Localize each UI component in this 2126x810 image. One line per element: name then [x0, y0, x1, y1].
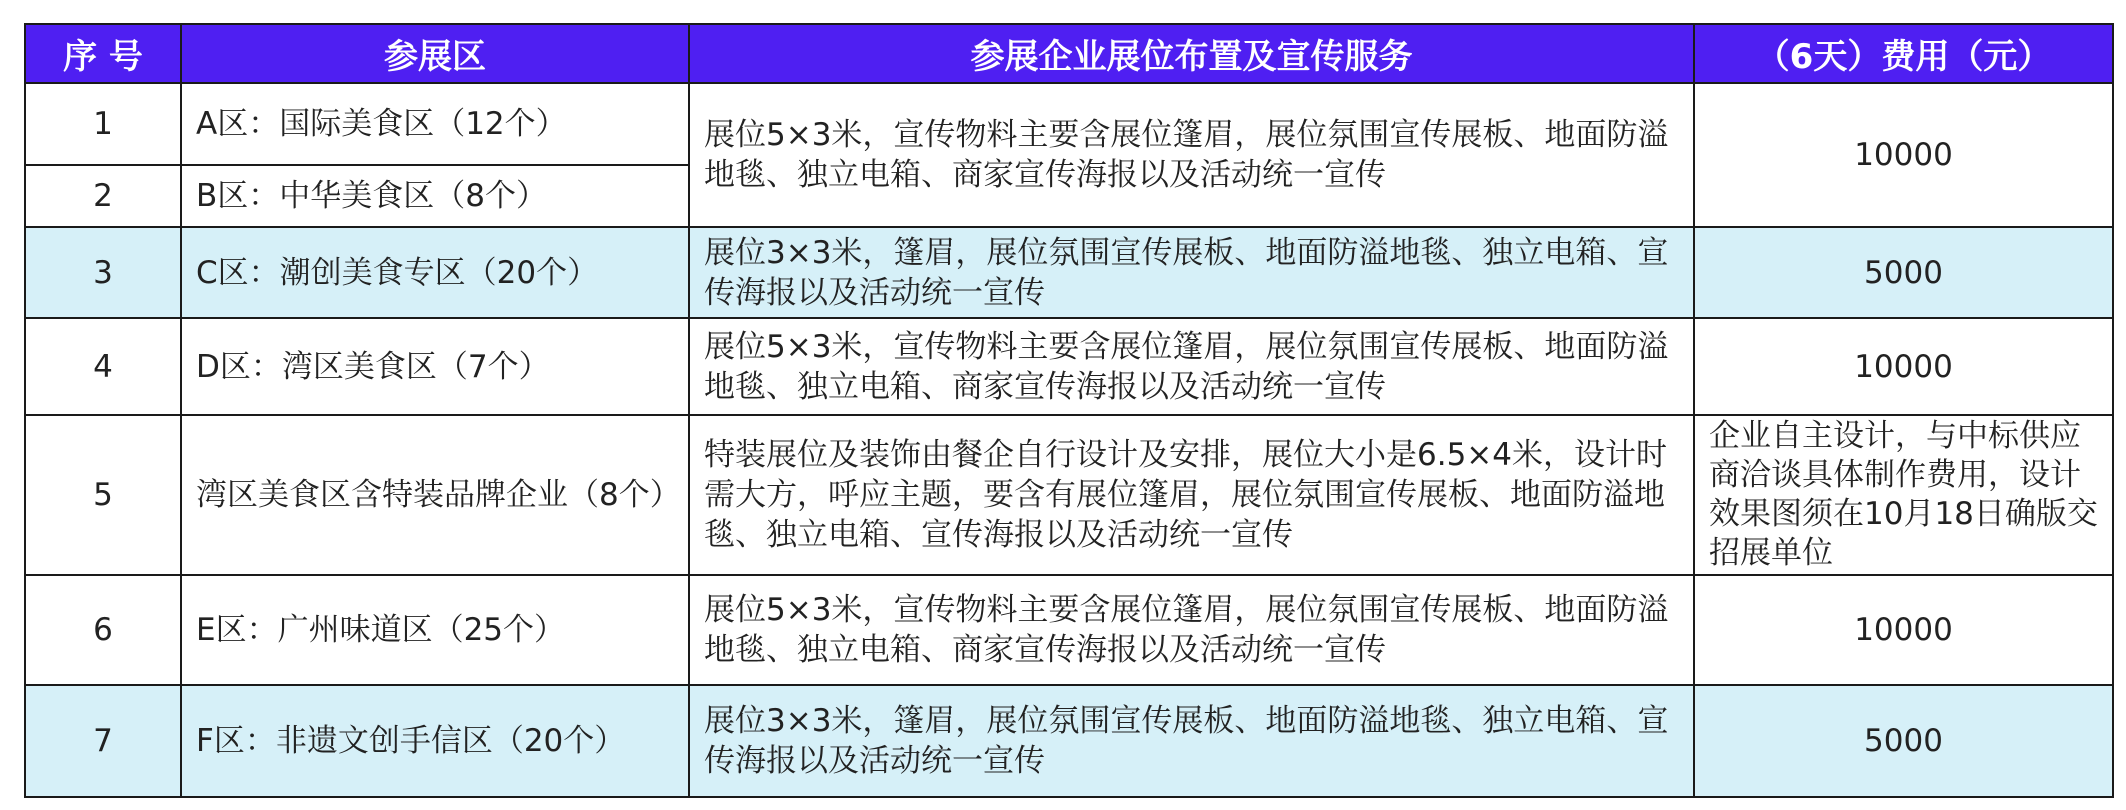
- fee-value: 10000: [1694, 575, 2113, 685]
- area-name: B区：中华美食区（8个）: [181, 165, 689, 227]
- row-number: 3: [25, 227, 181, 318]
- row-number: 6: [25, 575, 181, 685]
- area-name: E区：广州味道区（25个）: [181, 575, 689, 685]
- area-name: D区：湾区美食区（7个）: [181, 318, 689, 415]
- row-number: 5: [25, 415, 181, 575]
- area-name: C区：潮创美食专区（20个）: [181, 227, 689, 318]
- table-row: [25, 685, 2113, 797]
- area-name: F区：非遗文创手信区（20个）: [181, 685, 689, 797]
- fee-value: 5000: [1694, 685, 2113, 797]
- service-description: 展位5×3米，宣传物料主要含展位篷眉，展位氛围宣传展板、地面防溢地毯、独立电箱、商家宣传海报以及活动统一宣传: [689, 575, 1694, 685]
- row-number: 1: [25, 83, 181, 165]
- row-number: 2: [25, 165, 181, 227]
- fee-value: 5000: [1694, 227, 2113, 318]
- header-fee: （6天）费用（元）: [1694, 24, 2113, 83]
- row-number: 4: [25, 318, 181, 415]
- table-row: [25, 83, 2113, 165]
- service-description: 展位3×3米，篷眉，展位氛围宣传展板、地面防溢地毯、独立电箱、宣传海报以及活动统一宣传: [689, 227, 1694, 318]
- row-number: 7: [25, 685, 181, 797]
- table-row: [25, 415, 2113, 575]
- area-name: A区：国际美食区（12个）: [181, 83, 689, 165]
- service-description: 展位3×3米，篷眉，展位氛围宣传展板、地面防溢地毯、独立电箱、宣传海报以及活动统一宣传: [689, 685, 1694, 797]
- header-row: [25, 24, 2113, 83]
- fee-value: 10000: [1694, 83, 2113, 227]
- exhibition-fee-table: [24, 23, 2114, 798]
- service-description: 展位5×3米，宣传物料主要含展位篷眉，展位氛围宣传展板、地面防溢地毯、独立电箱、商家宣传海报以及活动统一宣传: [689, 83, 1694, 227]
- header-no: 序 号: [25, 24, 181, 83]
- service-description: 特装展位及装饰由餐企自行设计及安排，展位大小是6.5×4米，设计时需大方，呼应主题，要含有展位篷眉，展位氛围宣传展板、地面防溢地毯、独立电箱、宣传海报以及活动统一宣传: [689, 415, 1694, 575]
- service-description: 展位5×3米，宣传物料主要含展位篷眉，展位氛围宣传展板、地面防溢地毯、独立电箱、商家宣传海报以及活动统一宣传: [689, 318, 1694, 415]
- fee-value: 10000: [1694, 318, 2113, 415]
- header-area: 参展区: [181, 24, 689, 83]
- table-row: [25, 318, 2113, 415]
- table-row: [25, 575, 2113, 685]
- fee-note: 企业自主设计，与中标供应商洽谈具体制作费用，设计效果图须在10月18日确版交招展单位: [1694, 415, 2113, 575]
- table-row: [25, 227, 2113, 318]
- area-name: 湾区美食区含特装品牌企业（8个）: [181, 415, 689, 575]
- header-service: 参展企业展位布置及宣传服务: [689, 24, 1694, 83]
